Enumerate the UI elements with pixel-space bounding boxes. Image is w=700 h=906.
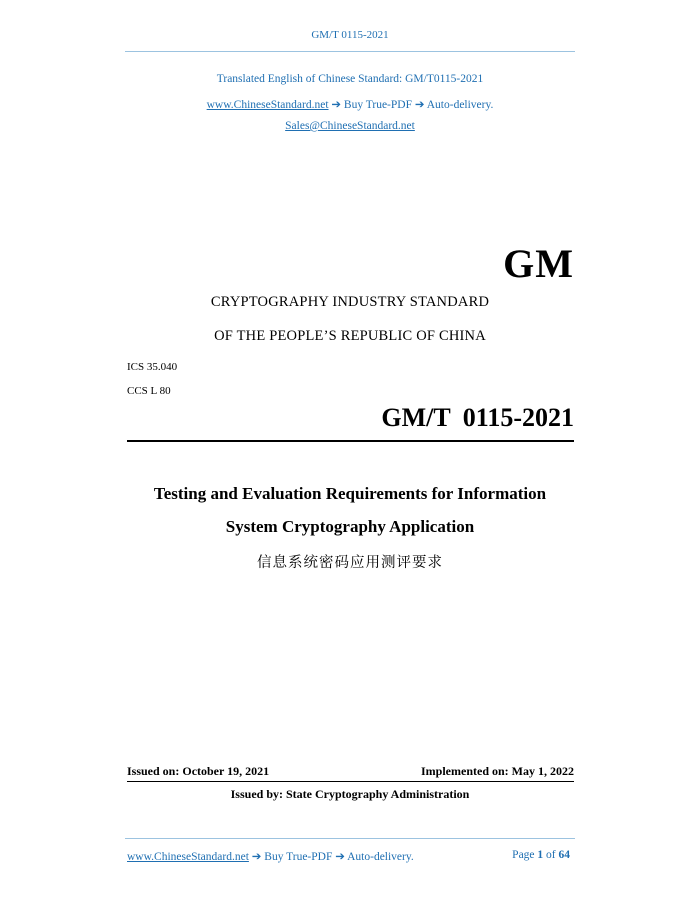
purchase-tagline: ➔ Buy True-PDF ➔ Auto-delivery.	[328, 99, 494, 111]
website-link[interactable]: www.ChineseStandard.net	[206, 99, 329, 111]
footer-purchase-line	[127, 849, 414, 863]
issued-on-date: Issued on: October 19, 2021	[127, 764, 270, 778]
header-divider	[125, 51, 575, 52]
title-line-1: Testing and Evaluation Requirements for Information	[153, 484, 547, 503]
implemented-on-date: Implemented on: May 1, 2022	[421, 764, 574, 778]
page-total: 64	[558, 849, 570, 861]
org-line-2: OF THE PEOPLE’S REPUBLIC OF CHINA	[214, 328, 486, 344]
standard-number: GM/T 0115-2021	[381, 403, 574, 432]
title-chinese: 信息系统密码应用测评要求	[257, 555, 443, 571]
footer-tagline: ➔ Buy True-PDF ➔ Auto-delivery.	[248, 851, 414, 863]
of-word: of	[546, 849, 556, 861]
gm-logo: GM	[503, 241, 574, 286]
ics-code: ICS 35.040	[127, 361, 178, 373]
page-current: 1	[537, 849, 544, 861]
email-link[interactable]: Sales@ChineseStandard.net	[285, 120, 415, 132]
ccs-code: CCS L 80	[127, 385, 171, 397]
issuing-authority: Issued by: State Cryptography Administration	[230, 787, 470, 801]
page-word: Page	[512, 849, 535, 861]
footer-website-link[interactable]: www.ChineseStandard.net	[127, 851, 249, 863]
org-line-1: CRYPTOGRAPHY INDUSTRY STANDARD	[210, 294, 490, 310]
page-indicator	[512, 849, 570, 861]
translation-notice: Translated English of Chinese Standard: GM/T0115-2021	[216, 73, 484, 85]
title-divider	[127, 440, 574, 442]
email-line	[0, 120, 700, 132]
running-header: GM/T 0115-2021	[311, 29, 389, 41]
purchase-line	[0, 97, 700, 111]
footer-divider	[125, 838, 575, 839]
title-line-2: System Cryptography Application	[225, 517, 475, 536]
dates-divider	[127, 781, 574, 782]
